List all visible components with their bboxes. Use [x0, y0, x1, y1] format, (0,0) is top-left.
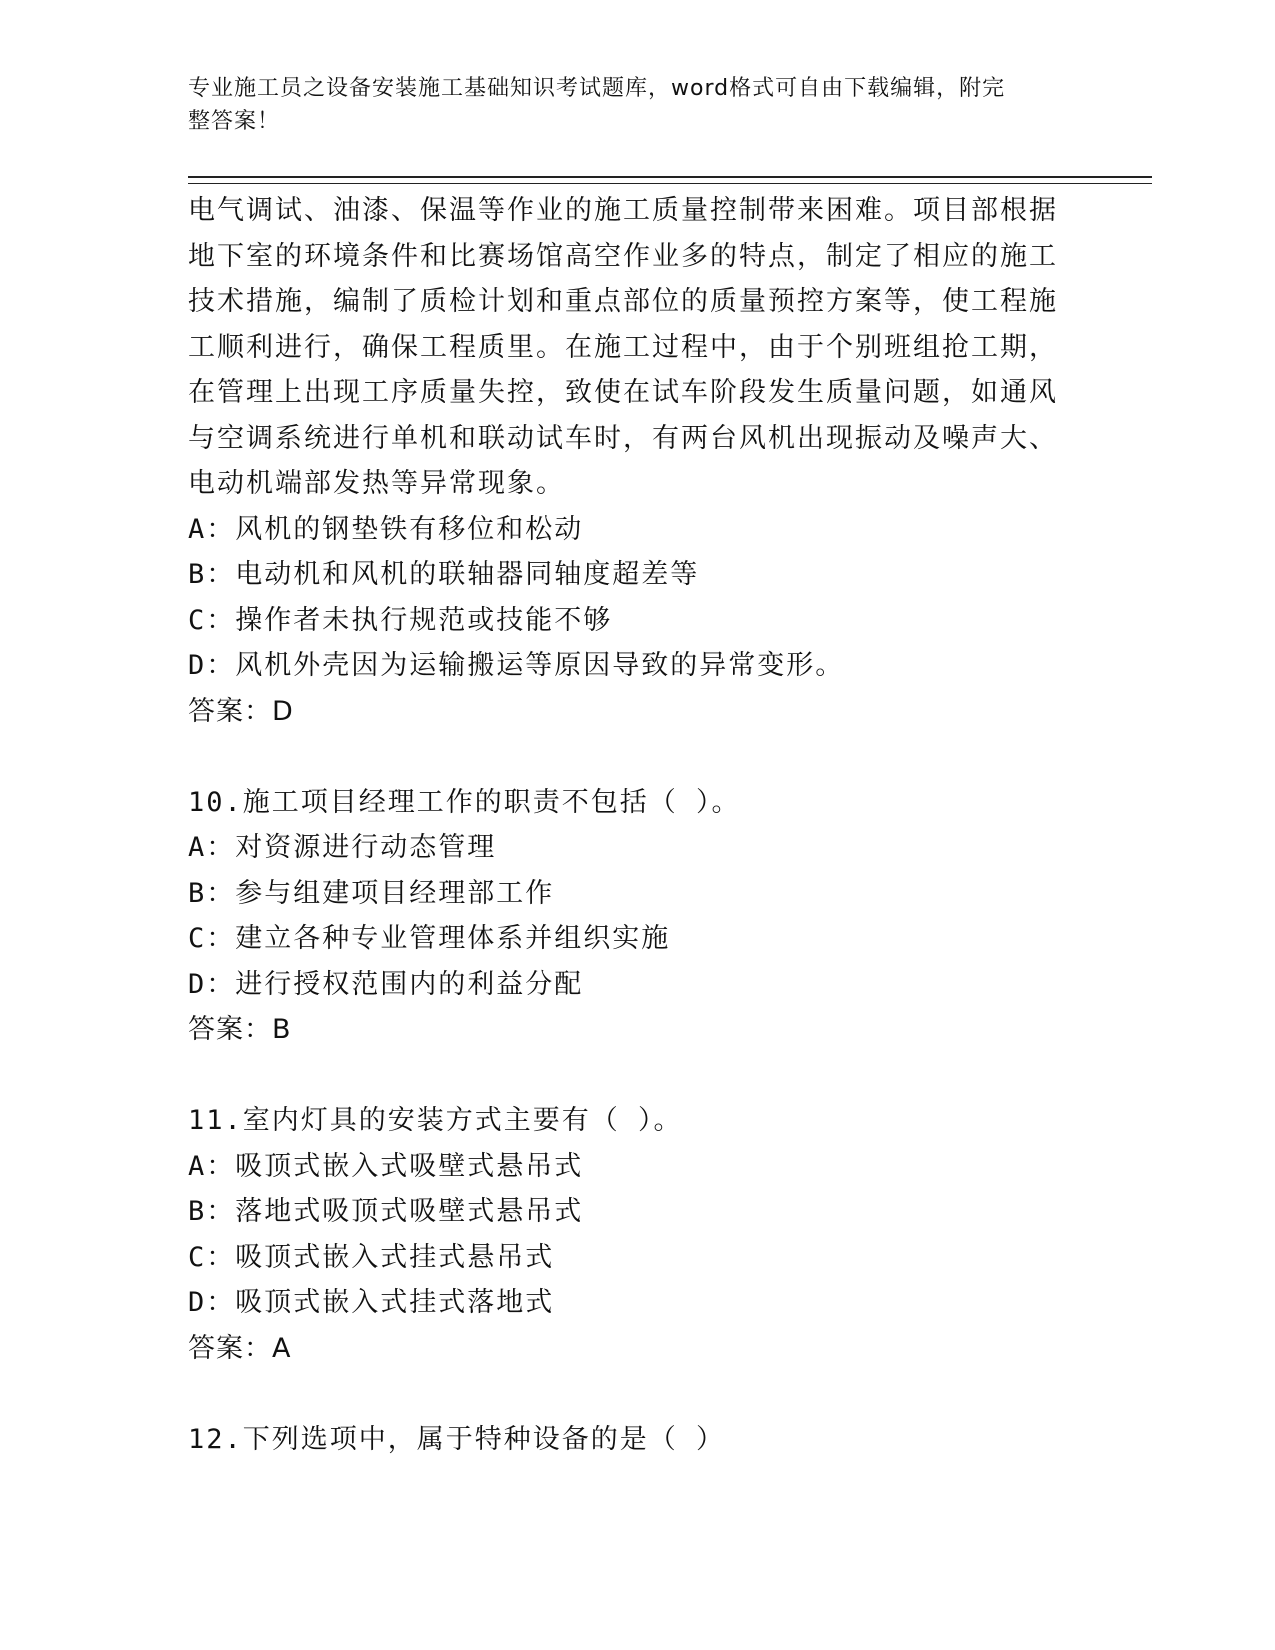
passage-line: 地下室的环境条件和比赛场馆高空作业多的特点，制定了相应的施工	[188, 240, 1058, 272]
header-rule-thick	[188, 176, 1152, 178]
option-d: D：风机外壳因为运输搬运等原因导致的异常变形。	[188, 650, 845, 681]
passage-line: 技术措施，编制了质检计划和重点部位的质量预控方案等，使工程施	[188, 286, 1058, 317]
answer: 答案：A	[188, 1332, 292, 1364]
question-12	[188, 1417, 1088, 1463]
header-title-line-1: 专业施工员之设备安装施工基础知识考试题库，word格式可自由下载编辑，附完	[188, 76, 1006, 101]
option-a: A：风机的钢垫铁有移位和松动	[188, 513, 584, 545]
answer: 答案：B	[188, 1014, 292, 1045]
option-c: C：建立各种专业管理体系并组织实施	[188, 923, 671, 954]
question-text: 11.室内灯具的安装方式主要有（ ）。	[188, 1105, 683, 1136]
option-d: D：吸顶式嵌入式挂式落地式	[188, 1287, 555, 1318]
question-text: 12.下列选项中，属于特种设备的是（ ）	[188, 1423, 726, 1455]
header-title-line-2: 整答案！	[188, 109, 281, 134]
option-b: B：参与组建项目经理部工作	[188, 877, 555, 909]
option-d: D：进行授权范围内的利益分配	[188, 968, 584, 1000]
passage-line: 电动机端部发热等异常现象。	[188, 468, 565, 499]
option-c: C：吸顶式嵌入式挂式悬吊式	[188, 1241, 555, 1273]
question-text: 10.施工项目经理工作的职责不包括（ ）。	[188, 786, 741, 818]
page-header	[188, 72, 1068, 138]
question-10	[188, 780, 1088, 1053]
option-b: B：落地式吸顶式吸壁式悬吊式	[188, 1196, 584, 1227]
option-b: B：电动机和风机的联轴器同轴度超差等	[188, 559, 700, 590]
header-rule-thin	[188, 183, 1152, 184]
passage-line: 电气调试、油漆、保温等作业的施工质量控制带来困难。项目部根据	[188, 195, 1058, 226]
question-9-options	[188, 507, 1088, 735]
spacer	[188, 1053, 1088, 1099]
document-body	[188, 188, 1088, 1462]
spacer	[188, 1371, 1088, 1417]
answer: 答案：D	[188, 695, 294, 727]
question-9-passage	[188, 188, 1088, 507]
spacer	[188, 734, 1088, 780]
passage-line: 与空调系统进行单机和联动试车时，有两台风机出现振动及噪声大、	[188, 422, 1058, 454]
passage-line: 在管理上出现工序质量失控，致使在试车阶段发生质量问题，如通风	[188, 377, 1058, 408]
option-a: A：对资源进行动态管理	[188, 832, 497, 863]
passage-line: 工顺利进行，确保工程质里。在施工过程中，由于个别班组抢工期，	[188, 331, 1058, 363]
option-a: A：吸顶式嵌入式吸壁式悬吊式	[188, 1150, 584, 1182]
option-c: C：操作者未执行规范或技能不够	[188, 604, 613, 636]
question-11	[188, 1098, 1088, 1371]
